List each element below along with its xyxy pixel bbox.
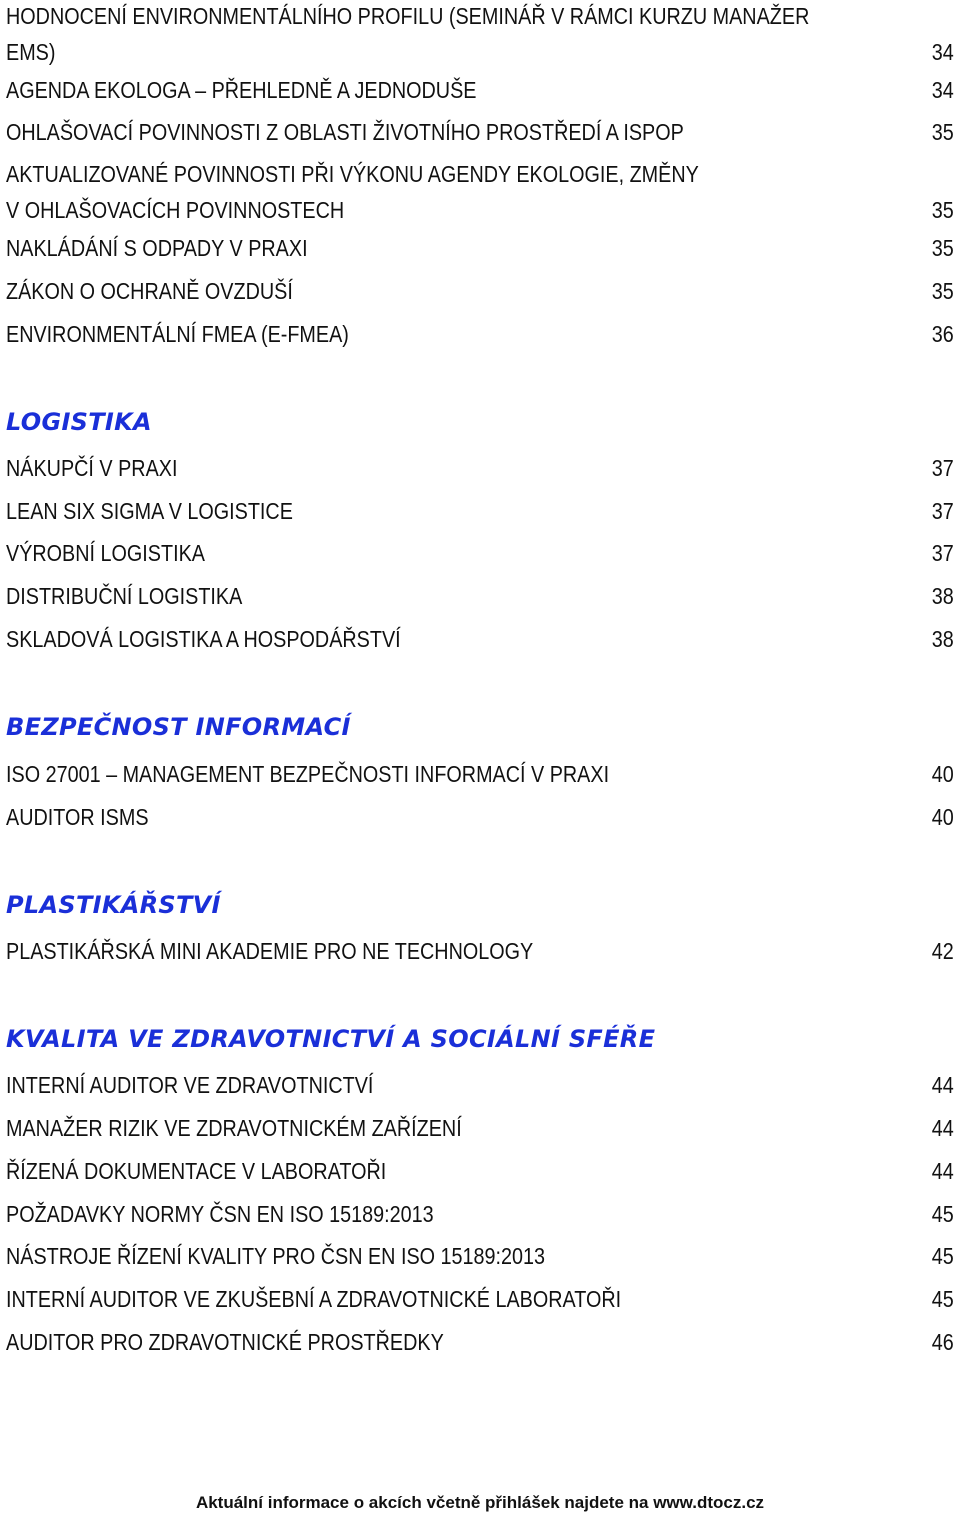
toc-entry-page: 38 <box>931 583 954 609</box>
toc-entry-page: 34 <box>931 39 954 65</box>
toc-entry-title: ISO 27001 – MANAGEMENT BEZPEČNOSTI INFORMACÍ V PRAXI <box>6 761 610 787</box>
toc-entry-page: 35 <box>931 119 954 145</box>
toc-entry-title: NÁSTROJE ŘÍZENÍ KVALITY PRO ČSN EN ISO 15189:2013 <box>6 1243 546 1269</box>
toc-entry-title: AUDITOR PRO ZDRAVOTNICKÉ PROSTŘEDKY <box>6 1329 444 1355</box>
toc-entry-title-cont: V OHLAŠOVACÍCH POVINNOSTECH <box>6 197 345 223</box>
toc-entry <box>6 118 954 146</box>
toc-entry <box>6 539 954 567</box>
toc-entry-page: 45 <box>931 1243 954 1269</box>
toc-entry-title: ZÁKON O OCHRANĚ OVZDUŠÍ <box>6 278 293 304</box>
toc-entry-page: 37 <box>931 498 954 524</box>
toc-entry-page: 42 <box>931 938 954 964</box>
toc-entry <box>6 760 954 788</box>
toc-entry-title: POŽADAVKY NORMY ČSN EN ISO 15189:2013 <box>6 1201 434 1227</box>
toc-entry-page: 46 <box>931 1329 954 1355</box>
toc-entry-page: 34 <box>931 77 954 103</box>
toc-entry-title: AGENDA EKOLOGA – PŘEHLEDNĚ A JEDNODUŠE <box>6 77 477 103</box>
toc-entry-page: 44 <box>931 1115 954 1141</box>
toc-entry-title: ENVIRONMENTÁLNÍ FMEA (E-FMEA) <box>6 321 349 347</box>
toc-entry-page: 36 <box>931 321 954 347</box>
toc-entry-title: VÝROBNÍ LOGISTIKA <box>6 540 205 566</box>
toc-entry <box>6 76 954 104</box>
footer-note: Aktuální informace o akcích včetně přihlášek najdete na www.dtocz.cz <box>195 1493 765 1512</box>
toc-entry-page: 35 <box>931 278 954 304</box>
toc-entry-title: AUDITOR ISMS <box>6 804 149 830</box>
toc-entry <box>6 277 954 305</box>
toc-entry-page: 45 <box>931 1201 954 1227</box>
toc-entry-page: 44 <box>931 1072 954 1098</box>
toc-entry-title: MANAŽER RIZIK VE ZDRAVOTNICKÉM ZAŘÍZENÍ <box>6 1115 462 1141</box>
toc-entry <box>6 937 954 965</box>
toc-entry <box>6 1071 954 1099</box>
toc-entry-page: 37 <box>931 455 954 481</box>
toc-entry-page: 35 <box>931 197 954 223</box>
toc-entry <box>6 454 954 482</box>
toc-entry-title: OHLAŠOVACÍ POVINNOSTI Z OBLASTI ŽIVOTNÍHO PROSTŘEDÍ A ISPOP <box>6 119 684 145</box>
toc-entry-title: NAKLÁDÁNÍ S ODPADY V PRAXI <box>6 235 308 261</box>
toc-entry <box>6 1114 954 1142</box>
toc-entry <box>6 1157 954 1185</box>
toc-entry <box>6 497 954 525</box>
toc-entry-title: ŘÍZENÁ DOKUMENTACE V LABORATOŘI <box>6 1158 387 1184</box>
toc-entry-page: 37 <box>931 540 954 566</box>
toc-entry-page: 40 <box>931 761 954 787</box>
toc-entry-title: INTERNÍ AUDITOR VE ZDRAVOTNICTVÍ <box>6 1072 374 1098</box>
toc-entry <box>6 320 954 348</box>
toc-entry <box>6 1242 954 1270</box>
toc-entry-title-cont: EMS) <box>6 39 56 65</box>
section-heading-bezpecnost-informaci: BEZPEČNOST INFORMACÍ <box>6 713 351 741</box>
toc-entry-title: DISTRIBUČNÍ LOGISTIKA <box>6 583 243 609</box>
toc-entry <box>6 582 954 610</box>
section-heading-logistika: LOGISTIKA <box>6 408 152 436</box>
toc-entry <box>6 625 954 653</box>
toc-entry <box>6 1200 954 1228</box>
toc-entry-title: PLASTIKÁŘSKÁ MINI AKADEMIE PRO NE TECHNOLOGY <box>6 938 534 964</box>
section-heading-plastikarstvi: PLASTIKÁŘSTVÍ <box>6 891 221 919</box>
toc-entry-title: LEAN SIX SIGMA V LOGISTICE <box>6 498 293 524</box>
toc-entry-title: INTERNÍ AUDITOR VE ZKUŠEBNÍ A ZDRAVOTNICKÉ LABORATOŘI <box>6 1286 622 1312</box>
toc-entry-title: NÁKUPČÍ V PRAXI <box>6 455 178 481</box>
toc-entry-page: 44 <box>931 1158 954 1184</box>
toc-entry <box>6 234 954 262</box>
toc-entry-title: AKTUALIZOVANÉ POVINNOSTI PŘI VÝKONU AGENDY EKOLOGIE, ZMĚNY <box>6 161 699 187</box>
toc-entry <box>6 803 954 831</box>
toc-entry <box>6 2 954 72</box>
toc-entry-page: 35 <box>931 235 954 261</box>
toc-entry-title: SKLADOVÁ LOGISTIKA A HOSPODÁŘSTVÍ <box>6 626 401 652</box>
toc-entry-title: HODNOCENÍ ENVIRONMENTÁLNÍHO PROFILU (SEMINÁŘ V RÁMCI KURZU MANAŽER <box>6 3 810 29</box>
toc-entry <box>6 160 954 230</box>
toc-entry-page: 40 <box>931 804 954 830</box>
toc-entry <box>6 1328 954 1356</box>
toc-entry-page: 45 <box>931 1286 954 1312</box>
section-heading-kvalita-ve-zdravotnictvi: KVALITA VE ZDRAVOTNICTVÍ A SOCIÁLNÍ SFÉŘE <box>6 1025 656 1053</box>
toc-entry <box>6 1285 954 1313</box>
toc-entry-page: 38 <box>931 626 954 652</box>
